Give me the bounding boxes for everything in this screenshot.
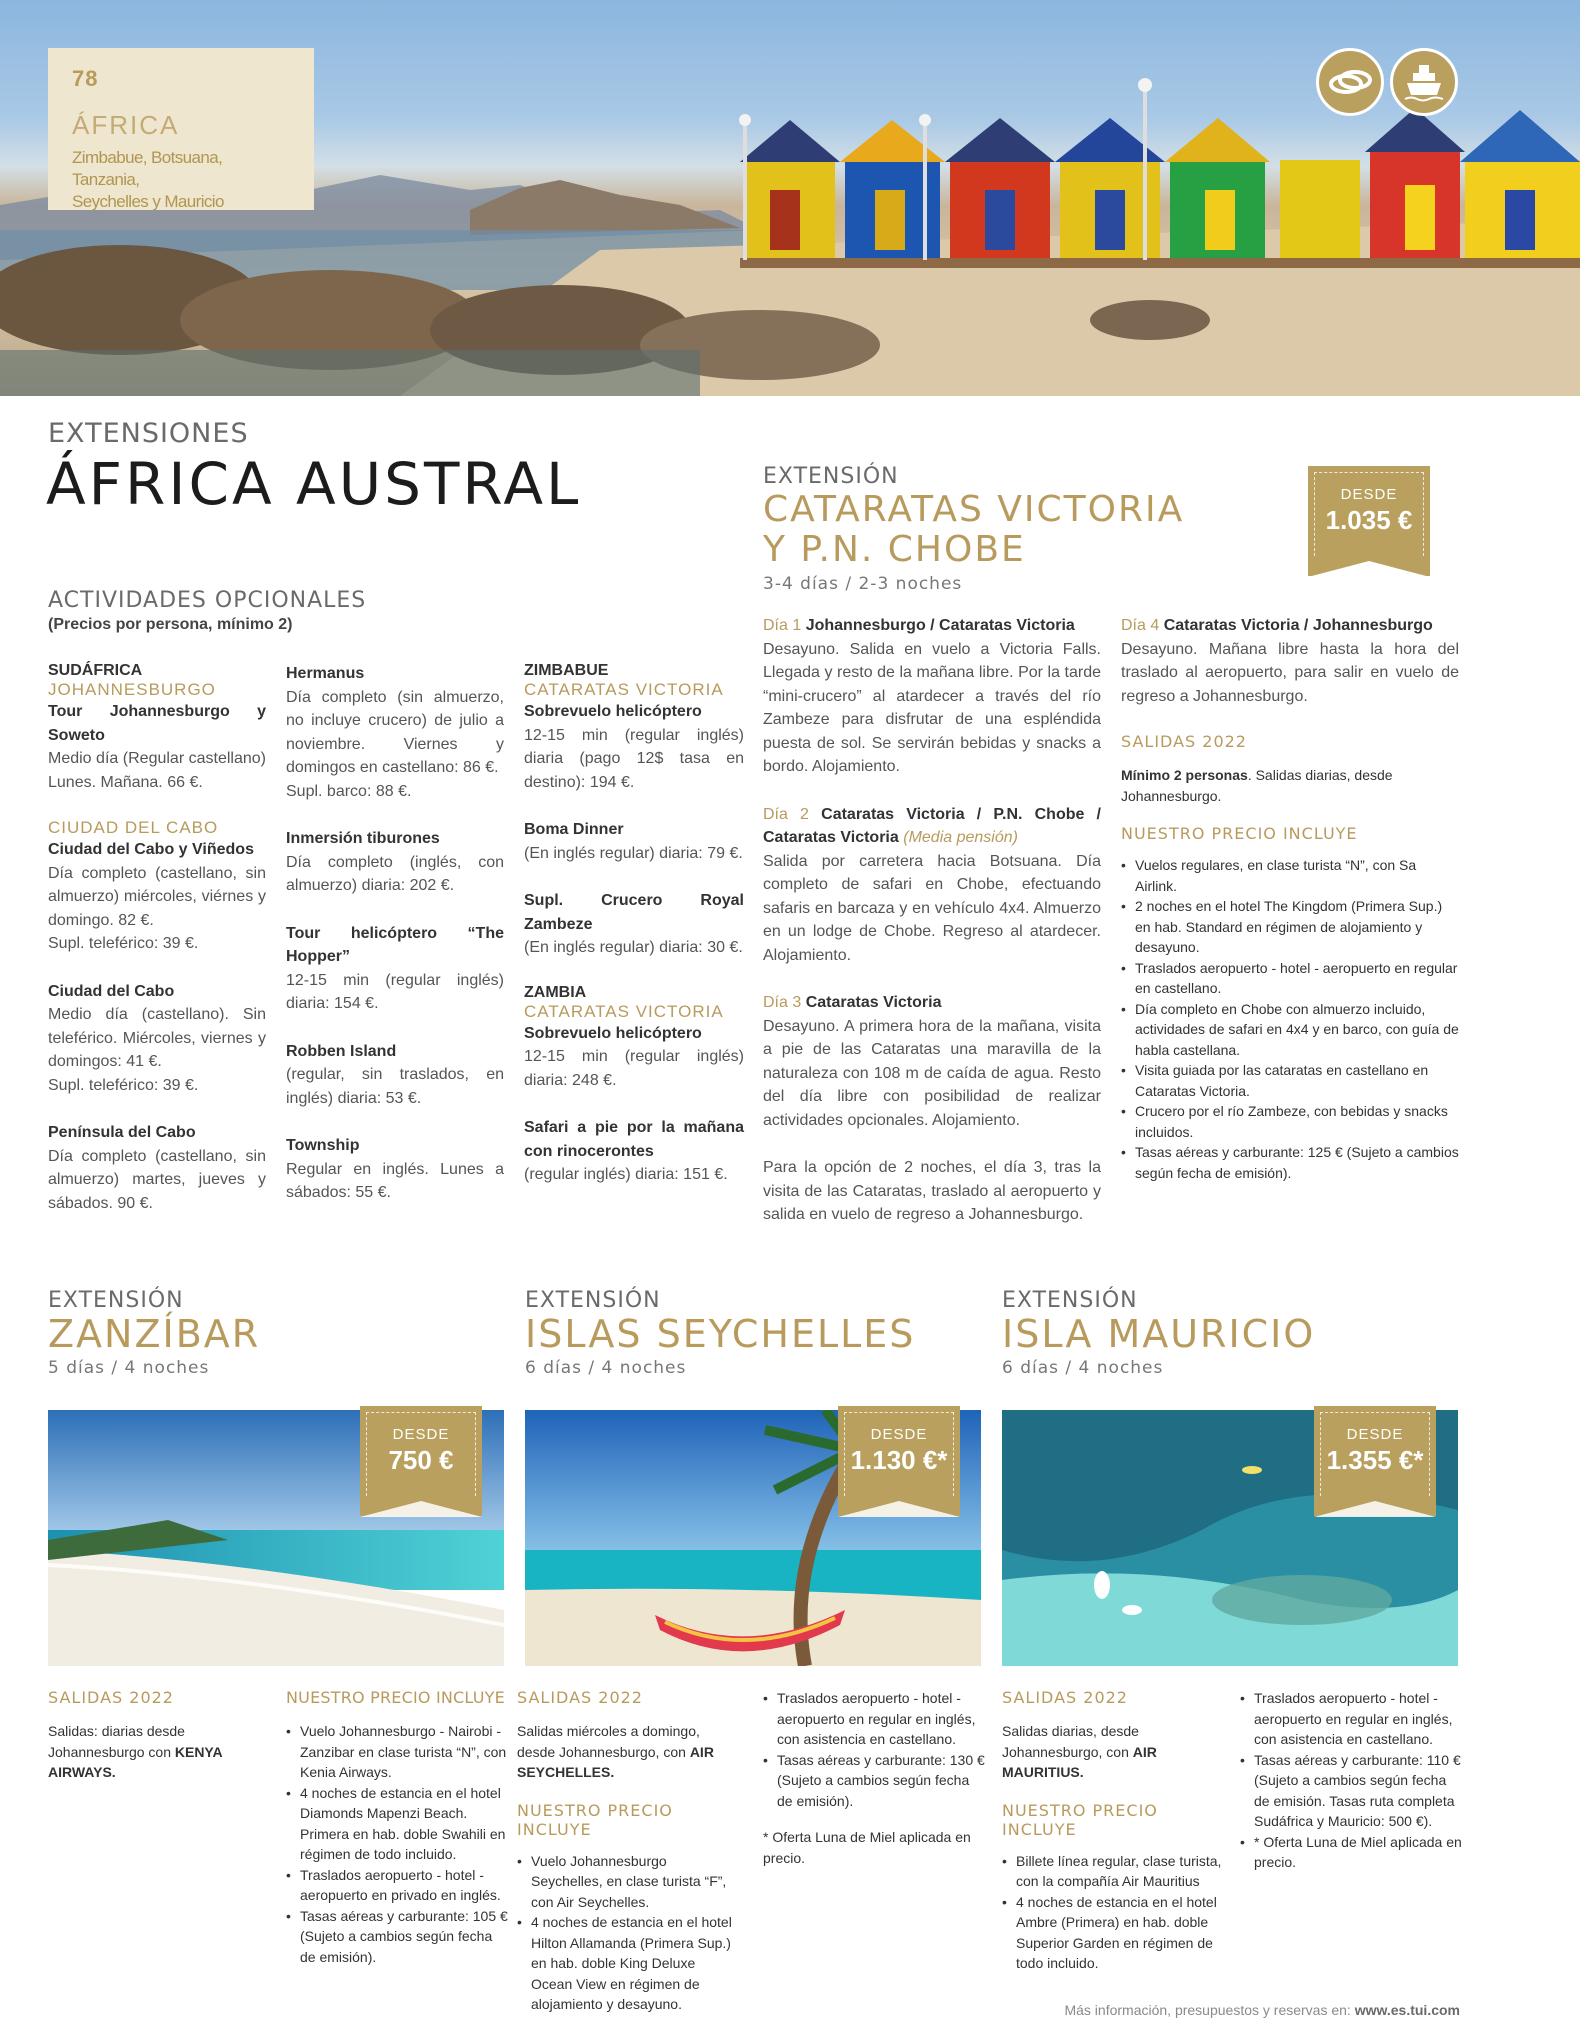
salidas-heading: SALIDAS 2022 (517, 1688, 643, 1707)
includes-item: • Vuelos regulares, en clase turista “N”, con Sa Airlink. (1121, 855, 1459, 896)
page-title: ÁFRICA AUSTRAL (46, 450, 582, 518)
activities-column-sudafrica (48, 662, 266, 1239)
city-label: JOHANNESBURGO (48, 680, 216, 699)
activity-text: Supl. teleférico: 39 €. (48, 935, 199, 952)
includes-heading: NUESTRO PRECIO INCLUYE (1121, 824, 1358, 843)
zanzibar-price-badge (360, 1406, 482, 1516)
activity-text: Regular en inglés. Lunes a sábados: 55 €. (286, 1160, 504, 1201)
day-text: Desayuno. Salida en vuelo a Victoria Falls. Llegada y resto de la mañana libre. Por la tarde “mini-crucero” al atardecer a través del río Zambeze para disfrutar de una espléndida puesta de sol. Se servirán bebidas y snacks a bordo. Alojamiento. (763, 640, 1101, 775)
cruise-ship-icon (1390, 48, 1458, 116)
country-label: SUDÁFRICA (48, 662, 143, 679)
badge-label: DESDE (1346, 1426, 1404, 1443)
includes-item: • 2 noches en el hotel The Kingdom (Primera Sup.) en hab. Standard en régimen de alojamiento y desayuno. (1121, 896, 1459, 958)
activities-column-zimbabue-zambia (524, 662, 744, 1211)
two-night-note: Para la opción de 2 noches, el día 3, tras la visita de las Cataratas, traslado al aeropuerto y salida en vuelo de regreso a Johannesburgo. (763, 1159, 1101, 1223)
mauricio-kicker: EXTENSIÓN (1002, 1288, 1138, 1313)
mauricio-price-badge (1314, 1406, 1436, 1516)
activity-title: Hermanus (286, 665, 365, 682)
activity-text: Día completo (inglés, con almuerzo) diaria: 202 €. (286, 853, 504, 894)
includes-item: • 4 noches de estancia en el hotel Ambre (Primera) en hab. doble Superior Garden en régimen de todo incluido. (1002, 1892, 1224, 1974)
badge-label: DESDE (870, 1426, 928, 1443)
badge-price: 1.130 €* (850, 1445, 948, 1475)
includes-list (517, 1851, 739, 2015)
day-title: Johannesburgo / Cataratas Victoria (805, 617, 1075, 634)
includes-item: • Tasas aéreas y carburante: 125 € (Sujeto a cambios según fecha de emisión). (1121, 1142, 1459, 1183)
activity-title: Safari a pie por la mañana con rinocerontes (524, 1119, 744, 1160)
badge-label: DESDE (392, 1426, 450, 1443)
zanzibar-kicker: EXTENSIÓN (48, 1288, 184, 1313)
badge-price: 1.355 €* (1326, 1445, 1424, 1475)
activity-text: Supl. teleférico: 39 €. (48, 1076, 199, 1094)
activity-text: Medio día (castellano). Sin teleférico. Miércoles, viernes y domingos: 41 €. (48, 1006, 266, 1070)
salidas-bold: Mínimo 2 personas (1121, 767, 1248, 783)
day-text: Desayuno. Mañana libre hasta la hora del traslado al aeropuerto, para salir en vuelo de regreso a Johannesburgo. (1121, 640, 1459, 705)
zanzibar-duration: 5 días / 4 noches (48, 1358, 210, 1378)
activity-text: 12-15 min (regular inglés) diaria: 248 €. (524, 1048, 744, 1089)
salidas-heading: SALIDAS 2022 (1121, 732, 1247, 751)
footer-text: Más información, presupuestos y reservas en: (1064, 2002, 1355, 2018)
activity-title: Sobrevuelo helicóptero (524, 1024, 702, 1042)
activity-text: Supl. barco: 88 €. (286, 782, 412, 800)
day-label: Día 3 (763, 994, 802, 1011)
activity-title: Sobrevuelo helicóptero (524, 703, 702, 720)
includes-item: • 4 noches de estancia en el hotel Hilton Allamanda (Primera Sup.) en hab. doble King Deluxe Ocean View en régimen de alojamiento y desayuno. (517, 1912, 739, 2015)
victoria-duration: 3-4 días / 2-3 noches (763, 574, 963, 594)
includes-item: • Traslados aeropuerto - hotel - aeropuerto en regular en castellano. (1121, 958, 1459, 999)
extensions-kicker: EXTENSIONES (48, 418, 249, 449)
victoria-title-line-1: CATARATAS VICTORIA (763, 489, 1185, 530)
seychelles-title: ISLAS SEYCHELLES (525, 1312, 916, 1356)
activity-title: Township (286, 1137, 360, 1154)
footer-link[interactable]: www.es.tui.com (1354, 2002, 1460, 2018)
activity-text: Día completo (castellano, sin almuerzo) miércoles, viérnes y domingo. 82 €. (48, 864, 266, 929)
activity-text: 12-15 min (regular inglés) diaria: 154 €. (286, 971, 504, 1012)
zanzibar-title: ZANZÍBAR (48, 1312, 261, 1356)
activity-title: Ciudad del Cabo y Viñedos (48, 841, 254, 858)
page-header-tab (48, 48, 314, 210)
rings-icon (1316, 48, 1384, 116)
activity-title: Península del Cabo (48, 1124, 196, 1141)
includes-item: • Billete línea regular, clase turista, con la compañía Air Mauritius (1002, 1851, 1224, 1892)
seychelles-price-badge (838, 1406, 960, 1516)
seychelles-kicker: EXTENSIÓN (525, 1288, 661, 1313)
includes-item: • 4 noches de estancia en el hotel Diamonds Mapenzi Beach. Primera en hab. doble Swahili en régimen de todo incluido. (286, 1783, 508, 1865)
badge-notch (838, 1501, 960, 1517)
includes-list (1121, 855, 1459, 1183)
includes-list (763, 1688, 985, 1811)
country-label: ZIMBABUE (524, 662, 609, 679)
mauricio-includes-continued (1240, 1688, 1462, 1873)
city-label: CIUDAD DEL CABO (48, 818, 219, 837)
includes-list (286, 1721, 508, 1967)
includes-heading: NUESTRO PRECIO INCLUYE (1002, 1800, 1158, 1839)
subregion-line-2: Seychelles y Mauricio (72, 192, 224, 211)
activity-title: Tour Johannesburgo y Soweto (48, 703, 266, 744)
badge-label: DESDE (1340, 486, 1398, 503)
badge-price: 1.035 € (1325, 505, 1413, 535)
includes-item: • Tasas aéreas y carburante: 105 € (Sujeto a cambios según fecha de emisión). (286, 1906, 508, 1968)
seychelles-includes-continued (763, 1688, 985, 1868)
day-title: Cataratas Victoria / P.N. Chobe / Cataratas Victoria (763, 805, 1101, 846)
day-text: Salida por carretera hacia Botsuana. Día completo de safari en Chobe, efectuando safaris en barcaza y en vehículo 4x4. Almuerzo en un lodge de Chobe. Regreso al atardecer. Alojamiento. (763, 852, 1101, 964)
salidas-bold: AIR SEYCHELLES. (517, 1743, 714, 1780)
salidas-text: . Salidas diarias, desde Johannesburgo. (1121, 767, 1393, 804)
includes-item: • Crucero por el río Zambeze, con bebidas y snacks incluidos. (1121, 1101, 1459, 1142)
activity-text: Día completo (castellano, sin almuerzo) martes, jueves y sábados. 90 €. (48, 1147, 266, 1212)
city-label: CATARATAS VICTORIA (524, 1001, 724, 1021)
activities-note: (Precios por persona, mínimo 2) (48, 616, 293, 633)
salidas-heading: SALIDAS 2022 (1002, 1688, 1128, 1707)
activity-title: Supl. Crucero Royal Zambeze (524, 892, 744, 933)
country-label: ZAMBIA (524, 983, 587, 1001)
includes-item: • Vuelo Johannesburgo Seychelles, en clase turista “F”, con Air Seychelles. (517, 1851, 739, 1913)
activity-title: Robben Island (286, 1042, 397, 1060)
includes-item: • Tasas aéreas y carburante: 110 € (Sujeto a cambios según fecha de emisión. Tasas ruta completa Sudáfrica y Mauricio: 500 €). (1240, 1750, 1462, 1832)
includes-item: • * Oferta Luna de Miel aplicada en precio. (1240, 1832, 1462, 1873)
badge-notch (1308, 561, 1430, 577)
includes-item: • Traslados aeropuerto - hotel - aeropuerto en regular en inglés, con asistencia en castellano. (763, 1688, 985, 1750)
region-title: ÁFRICA (72, 110, 180, 140)
day-title: Cataratas Victoria / Johannesburgo (1163, 617, 1433, 634)
day-label: Día 2 (763, 805, 809, 823)
badge-notch (1314, 1501, 1436, 1517)
salidas-text: Salidas: diarias desde Johannesburgo con (48, 1723, 185, 1760)
activity-text: (En inglés regular) diaria: 79 €. (524, 844, 743, 862)
activity-text: Día completo (sin almuerzo, no incluye crucero) de julio a noviembre. Viernes y domingos en castellano: 86 €. (286, 688, 504, 776)
victoria-itinerary (763, 614, 1101, 1227)
seychelles-duration: 6 días / 4 noches (525, 1358, 687, 1378)
mauricio-title: ISLA MAURICIO (1002, 1312, 1316, 1356)
salidas-text: Salidas diarias, desde Johannesburgo, con (1002, 1723, 1139, 1760)
day-title: Cataratas Victoria (805, 994, 942, 1011)
activities-column-2 (286, 662, 504, 1229)
day-label: Día 1 (763, 617, 802, 634)
footer-info (1064, 2002, 1460, 2018)
activity-text: (En inglés regular) diaria: 30 €. (524, 939, 743, 956)
includes-heading: NUESTRO PRECIO INCLUYE (517, 1800, 673, 1839)
page-number: 78 (72, 66, 99, 91)
offer-note: * Oferta Luna de Miel aplicada en precio. (763, 1829, 971, 1866)
victoria-title (763, 490, 1184, 570)
includes-item: • Tasas aéreas y carburante: 130 € (Sujeto a cambios según fecha de emisión). (763, 1750, 985, 1812)
mauricio-duration: 6 días / 4 noches (1002, 1358, 1164, 1378)
activity-text: 12-15 min (regular inglés) diaria (pago 12$ tasa en destino): 194 €. (524, 726, 744, 791)
activity-title: Tour helicóptero “The Hopper” (286, 924, 504, 965)
salidas-heading: SALIDAS 2022 (48, 1688, 174, 1707)
subregion-line-1: Zimbabue, Botsuana, Tanzania, (72, 148, 223, 189)
badge-price: 750 € (388, 1445, 454, 1475)
badge-notch (360, 1501, 482, 1517)
includes-heading: NUESTRO PRECIO INCLUYE (286, 1688, 505, 1707)
includes-item: • Visita guiada por las cataratas en castellano en Cataratas Victoria. (1121, 1060, 1459, 1101)
zanzibar-salidas (48, 1688, 266, 1783)
activity-text: (regular inglés) diaria: 151 €. (524, 1166, 728, 1183)
victoria-right-column (1121, 614, 1459, 1183)
includes-list (1002, 1851, 1224, 1974)
zanzibar-includes (286, 1688, 508, 1967)
includes-item: • Traslados aeropuerto - hotel - aeropuerto en privado en inglés. (286, 1865, 508, 1906)
activity-title: Ciudad del Cabo (48, 982, 175, 1000)
meal-note: (Media pensión) (903, 829, 1018, 846)
includes-list (1240, 1688, 1462, 1873)
victoria-price-badge (1308, 466, 1430, 576)
mauricio-salidas (1002, 1688, 1224, 1974)
salidas-bold: KENYA AIRWAYS. (48, 1743, 223, 1780)
victoria-kicker: EXTENSIÓN (763, 464, 899, 489)
day-label: Día 4 (1121, 617, 1160, 634)
includes-item: • Día completo en Chobe con almuerzo incluido, actividades de safari en 4x4 y en barco, con guía de habla castellana. (1121, 999, 1459, 1061)
salidas-text: Salidas miércoles a domingo, desde Johannesburgo, con (517, 1723, 700, 1760)
activities-title: ACTIVIDADES OPCIONALES (48, 588, 367, 613)
victoria-title-line-2: Y P.N. CHOBE (763, 529, 1026, 570)
day-text: Desayuno. A primera hora de la mañana, visita a pie de las Cataratas una maravilla de la naturaleza con 108 m de caída de agua. Resto del día libre con posibilidad de realizar actividades opcionales. Alojamiento. (763, 1017, 1101, 1129)
activity-title: Boma Dinner (524, 821, 624, 838)
activity-title: Inmersión tiburones (286, 830, 440, 847)
includes-item: • Traslados aeropuerto - hotel - aeropuerto en regular en inglés, con asistencia en castellano. (1240, 1688, 1462, 1750)
seychelles-salidas (517, 1688, 739, 2015)
city-label: CATARATAS VICTORIA (524, 680, 724, 699)
activity-text: (regular, sin traslados, en inglés) diaria: 53 €. (286, 1066, 504, 1107)
includes-item: • Vuelo Johannesburgo - Nairobi - Zanzibar en clase turista “N”, con Kenia Airways. (286, 1721, 508, 1783)
salidas-bold: AIR MAURITIUS. (1002, 1743, 1157, 1780)
activity-text: Medio día (Regular castellano) Lunes. Mañana. 66 €. (48, 750, 266, 791)
